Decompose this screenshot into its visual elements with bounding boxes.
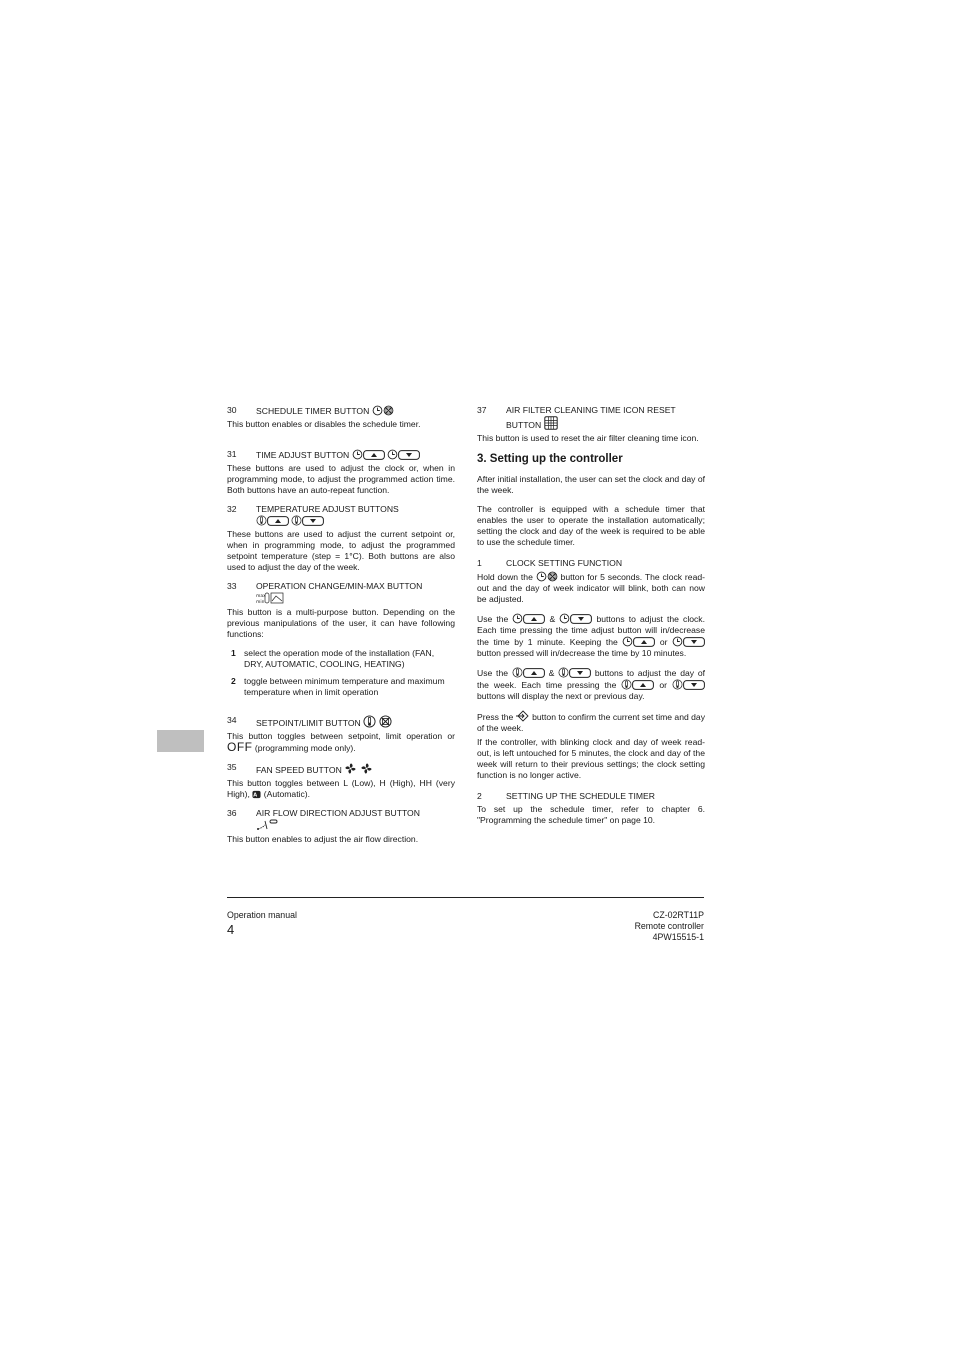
down-arrow-button-icon xyxy=(302,516,324,526)
footer-code: 4PW15515-1 xyxy=(652,932,704,942)
clock-icon xyxy=(352,449,363,460)
section-32-heading: 32 TEMPERATURE ADJUST BUTTONS xyxy=(227,504,455,527)
function-1-para-4: Press the button to confirm the current set time and day of the week. xyxy=(477,712,706,733)
footer-product: Remote controller xyxy=(634,921,704,931)
fan-auto-icon xyxy=(252,790,261,799)
function-2-heading: 2 SETTING UP THE SCHEDULE TIMER xyxy=(477,791,655,801)
thermometer-icon xyxy=(672,679,683,690)
section-37-body: This button is used to reset the air filter cleaning time icon. xyxy=(477,433,699,443)
section-34-title: SETPOINT/LIMIT BUTTON xyxy=(256,718,361,728)
section-36-heading: 36 AIR FLOW DIRECTION ADJUST BUTTON xyxy=(227,808,455,832)
function-1-para-2: Use the & buttons to adjust the clock. Each time pressing the time adjust button will in/decrease the time by 1 minute. Keeping the or button pressed will in/decrease the time by 10 minutes. xyxy=(477,614,705,658)
right-column xyxy=(477,405,705,834)
section-36-title: AIR FLOW DIRECTION ADJUST BUTTON xyxy=(256,808,420,818)
setpoint-thermo-icon xyxy=(363,715,376,728)
section-32-title: TEMPERATURE ADJUST BUTTONS xyxy=(256,504,399,514)
schedule-x-icon xyxy=(547,571,558,582)
function-1-para-5: If the controller, with blinking clock and day of week read-out, is left untouched for 5 minutes, the clock and day of the week will return to their previous settings; the clock setting function is no longer active. xyxy=(477,737,705,780)
chapter-heading: 3. Setting up the controller xyxy=(477,453,623,465)
clock-icon xyxy=(512,613,523,624)
down-arrow-button-icon xyxy=(398,450,420,460)
down-arrow-button-icon xyxy=(569,668,591,678)
up-arrow-button-icon xyxy=(632,680,654,690)
section-33-heading: 33 OPERATION CHANGE/MIN-MAX BUTTON xyxy=(227,581,455,605)
footer-rule xyxy=(227,897,704,898)
list-item: 1 select the operation mode of the installation (FAN, DRY, AUTOMATIC, COOLING, HEATING) xyxy=(231,648,435,669)
section-30-title: SCHEDULE TIMER BUTTON xyxy=(256,406,370,416)
clock-icon xyxy=(387,449,398,460)
list-item: 2 toggle between minimum temperature and maximum temperature when in limit operation xyxy=(231,676,445,697)
down-arrow-button-icon xyxy=(683,680,705,690)
section-37-title: AIR FILTER CLEANING TIME ICON RESET BUTTON xyxy=(506,405,676,430)
thermometer-icon xyxy=(291,515,302,526)
language-tab-marker xyxy=(157,730,204,752)
section-35-title: FAN SPEED BUTTON xyxy=(256,765,342,775)
up-arrow-button-icon xyxy=(363,450,385,460)
intro-paragraph-1: After initial installation, the user can set the clock and day of the week. xyxy=(477,474,705,495)
footer-product-info xyxy=(635,910,704,943)
function-1-para-1: Hold down the button for 5 seconds. The clock read-out and the day of week indicator will blink, both can now be adjusted. xyxy=(477,572,705,604)
clock-icon xyxy=(536,571,547,582)
confirm-arrow-icon xyxy=(516,710,530,722)
thermometer-icon xyxy=(256,515,267,526)
off-label: OFF xyxy=(227,740,253,754)
footer-doc-type: Operation manual xyxy=(227,910,297,920)
left-column xyxy=(227,405,455,853)
section-31-title: TIME ADJUST BUTTON xyxy=(256,450,350,460)
clock-icon xyxy=(672,636,683,647)
section-31-heading: 31 TIME ADJUST BUTTON xyxy=(227,449,455,461)
footer-model: CZ-02RT11P xyxy=(652,910,704,920)
function-2-body: To set up the schedule timer, refer to chapter 6. "Programming the schedule timer" on page 10. xyxy=(477,804,705,825)
section-34-body: This button toggles between setpoint, limit operation or OFF (programming mode only). xyxy=(227,731,455,754)
page-number: 4 xyxy=(227,922,235,937)
airflow-icon xyxy=(256,819,278,831)
function-1-para-3: Use the & buttons to adjust the day of the week. Each time pressing the or buttons will display the next or previous day. xyxy=(477,668,706,701)
clock-icon xyxy=(622,636,633,647)
section-36-body: This button enables to adjust the air flow direction. xyxy=(227,834,419,844)
up-arrow-button-icon xyxy=(267,516,289,526)
thermometer-icon xyxy=(621,679,632,690)
clock-icon xyxy=(372,405,383,416)
clock-icon xyxy=(559,613,570,624)
section-32-body: These buttons are used to adjust the current setpoint or, when in programming mode, to adjust the programmed setpoint temperature (step = 1°C). Both buttons are also used to adjust the day of the week. xyxy=(227,529,455,572)
section-33-title: OPERATION CHANGE/MIN-MAX BUTTON xyxy=(256,581,423,591)
up-arrow-button-icon xyxy=(523,668,545,678)
schedule-x-icon xyxy=(379,715,392,728)
section-35-body: This button toggles between L (Low), H (High), HH (very High), (Automatic). xyxy=(227,778,455,799)
section-34-heading: 34 SETPOINT/LIMIT BUTTON xyxy=(227,715,455,729)
function-1-heading: 1 CLOCK SETTING FUNCTION xyxy=(477,558,623,568)
thermometer-icon xyxy=(512,667,523,678)
section-37-heading: 37 AIR FILTER CLEANING TIME ICON RESET BUTTON xyxy=(477,405,676,430)
thermometer-icon xyxy=(558,667,569,678)
down-arrow-button-icon xyxy=(683,637,705,647)
section-35-heading: 35 FAN SPEED BUTTON xyxy=(227,762,455,776)
schedule-x-icon xyxy=(383,405,394,416)
down-arrow-button-icon xyxy=(570,614,592,624)
up-arrow-button-icon xyxy=(523,614,545,624)
intro-paragraph-2: The controller is equipped with a schedule timer that enables the user to operate the installation automatically; setting the clock and day of the week is required to be able to use the schedule timer. xyxy=(477,504,705,547)
section-33-body: This button is a multi-purpose button. Depending on the previous manipulations of the user, it can have following functions: xyxy=(227,607,455,639)
section-30-body: This button enables or disables the schedule timer. xyxy=(227,419,421,429)
up-arrow-button-icon xyxy=(633,637,655,647)
fan-icon xyxy=(344,762,357,775)
min-max-icon xyxy=(256,592,284,604)
filter-grid-icon xyxy=(544,416,558,430)
section-30-heading: 30 SCHEDULE TIMER BUTTON xyxy=(227,405,455,417)
fan-icon xyxy=(360,762,373,775)
section-31-body: These buttons are used to adjust the clock or, when in programming mode, to adjust the programmed action time. Both buttons have an auto-repeat function. xyxy=(227,463,455,495)
